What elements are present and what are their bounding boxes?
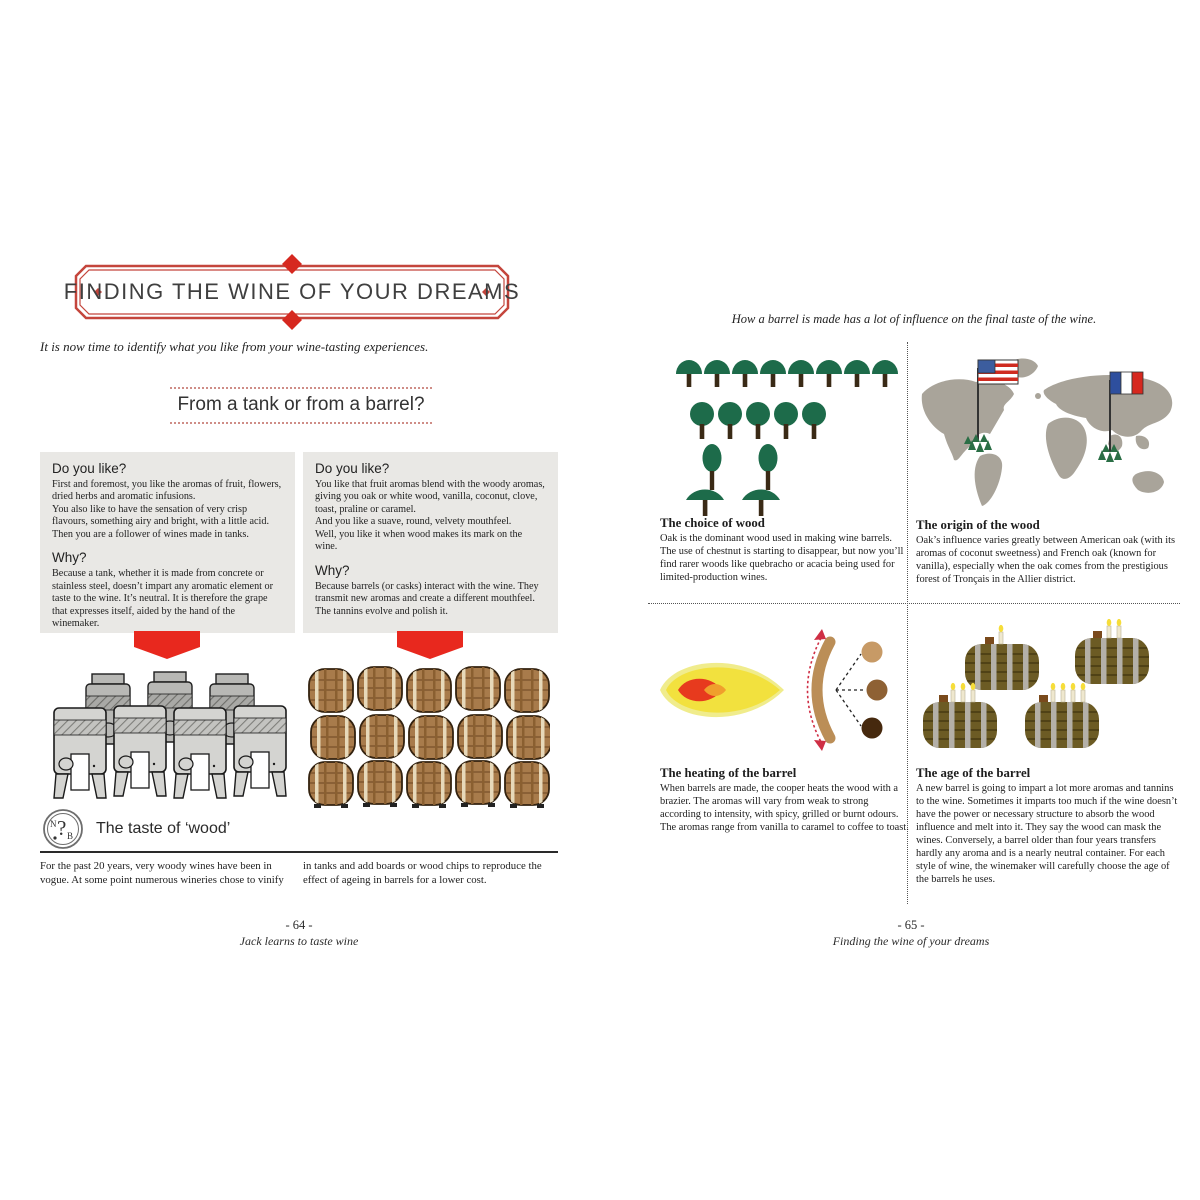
quadrant-text: Oak’s influence varies greatly between American oak (with its aromas of coconut sweetness) and French oak (known for vanilla), especially when the oak comes from the prestigious forest of Tronçais in the Allier district. bbox=[916, 535, 1176, 585]
barrel-like-heading: Do you like? bbox=[315, 461, 390, 476]
running-title-left: Jack learns to taste wine bbox=[239, 934, 359, 948]
barrel-four-years bbox=[1025, 683, 1099, 748]
right-page-intro: How a barrel is made has a lot of influence on the final taste of the wine. bbox=[731, 312, 1097, 326]
world-map-illustration bbox=[914, 350, 1180, 520]
stacked-barrels-illustration bbox=[308, 666, 550, 808]
note-heading: The taste of ‘wood’ bbox=[96, 820, 231, 837]
barrel-like-sentence: And you like a suave, round, velvety mouthfeel. bbox=[315, 516, 512, 528]
tank-why-heading: Why? bbox=[52, 550, 87, 566]
wood-stave bbox=[817, 642, 830, 738]
aroma-dot-dark bbox=[862, 718, 883, 739]
svg-text:?: ? bbox=[57, 816, 67, 840]
barrel-why-text: Because barrels (or casks) interact with the wine. They transmit new aromas and create a different mouthfeel. The tannins evolve and polish it. bbox=[315, 580, 539, 617]
quadrant-heading: The heating of the barrel bbox=[660, 766, 797, 780]
quadrant-text: When barrels are made, the cooper heats the wood with a brazier. The aromas will vary from weak to strong according to intensity, with spicy, grilled or burnt odours. The aromas range from vanilla to caramel to coffee to toast. bbox=[660, 783, 909, 833]
chapter-title: FINDING THE WINE OF YOUR DREAMS bbox=[63, 279, 521, 304]
barrel-three-years bbox=[923, 683, 997, 748]
page-number-left: - 64 - bbox=[285, 918, 313, 932]
down-arrow-icon bbox=[397, 631, 463, 661]
barrel-one-year bbox=[965, 625, 1039, 690]
quadrant-text: Oak is the dominant wood used in making wine barrels. The use of chestnut is starting to disappear, but now you’ll find rarer woods like quebracho or acacia being used for limited-production wines. bbox=[660, 533, 904, 583]
tank-like-sentence: Then you are a follower of wines made in tanks. bbox=[52, 528, 249, 540]
barrel-heating-illustration bbox=[658, 628, 893, 760]
barrel-two-years bbox=[1075, 619, 1149, 684]
section-heading: From a tank or from a barrel? bbox=[170, 387, 432, 424]
grid-horizontal-divider bbox=[648, 603, 1180, 604]
aged-barrels-illustration bbox=[915, 612, 1160, 764]
nota-bene-icon bbox=[42, 808, 84, 850]
down-arrow-icon bbox=[134, 631, 200, 661]
running-title-right: Finding the wine of your dreams bbox=[832, 934, 990, 948]
oak-trees-illustration bbox=[672, 358, 904, 516]
aroma-dot-medium bbox=[867, 680, 888, 701]
flame-icon bbox=[660, 663, 784, 717]
barrel-why-heading: Why? bbox=[315, 562, 350, 578]
quadrant-heading: The choice of wood bbox=[660, 516, 765, 530]
note-column-1: For the past 20 years, very woody wines have been in vogue. At some point numerous wineries chose to vinify bbox=[40, 860, 284, 887]
chapter-intro: It is now time to identify what you like from your wine-tasting experiences. bbox=[40, 339, 429, 354]
svg-text:B: B bbox=[67, 831, 74, 841]
tank-like-sentence: First and foremost, you like the aromas of fruit, flowers, dried herbs and aromatic infusions. bbox=[52, 479, 282, 503]
barrel-like-sentence: Well, you like it when wood makes its mark on the wine. bbox=[315, 528, 523, 553]
tank-like-sentence: You also like to have the sensation of very crisp flavours, something airy and bright, with a little acid. bbox=[52, 503, 270, 528]
aroma-rays bbox=[836, 654, 865, 726]
quadrant-heading: The age of the barrel bbox=[916, 766, 1031, 780]
quadrant-heading: The origin of the wood bbox=[916, 518, 1040, 532]
quadrant-text: A new barrel is going to impart a lot more aromas and tannins to the wine. Sometimes it imparts too much if the wine doesn’t have the power or necessary structure to absorb the wood influence and melt into it. They say the wood can mask the wines. Conversely, a barrel older than four years transfers hardly any aroma and is a nearly neutral container. For each style of wine, the winemaker will carefully choose the age of the barrels he uses. bbox=[916, 783, 1178, 885]
aroma-dot-light bbox=[862, 642, 883, 663]
tank-like-heading: Do you like? bbox=[52, 461, 127, 476]
barrel-question-box bbox=[303, 452, 558, 633]
svg-text:N: N bbox=[50, 819, 57, 829]
tank-why-text: Because a tank, whether it is made from concrete or stainless steel, doesn’t impart any aromatic element or taste to the wine. It’s neutral. It is therefore the grape that expresses itself, aided by the hand of the winemaker. bbox=[52, 568, 274, 629]
page-number-right: - 65 - bbox=[897, 918, 925, 932]
note-divider bbox=[40, 851, 558, 853]
tank-question-box bbox=[40, 452, 295, 633]
note-column-2: in tanks and add boards or wood chips to reproduce the effect of ageing in barrels for a lower cost. bbox=[303, 860, 542, 887]
barrel-like-sentence: You like that fruit aromas blend with the woody aromas, giving you oak or white wood, vanilla, coconut, clove, toast, praline or caramel. bbox=[315, 479, 545, 515]
wine-tanks-illustration bbox=[52, 670, 290, 808]
